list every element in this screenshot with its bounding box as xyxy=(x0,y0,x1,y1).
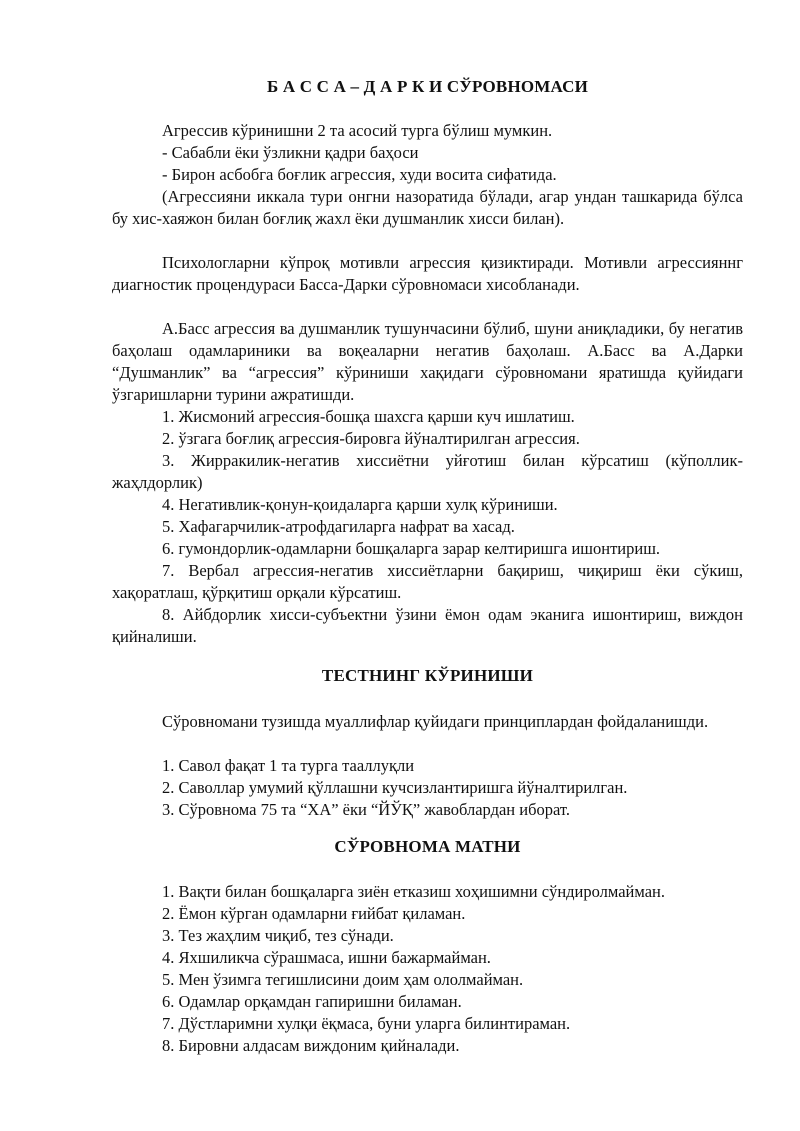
list-item: 3. Жирракилик-негатив хиссиётни уйғотиш билан кўрсатиш (кўполлик-жаҳлдорлик) xyxy=(112,451,743,492)
intro-line: - Сабабли ёки ўзликни қадри баҳоси xyxy=(162,143,419,162)
question-item: 6. Одамлар орқамдан гапиришни биламан. xyxy=(162,992,462,1011)
section-title: ТЕСТНИНГ КЎРИНИШИ xyxy=(321,666,534,685)
paragraph-psychologists: Психологларни кўпроқ мотивли агрессия қизиктиради. Мотивли агрессияннг диагностик процендураси Басса-Дарки сўровномаси хисобланади. xyxy=(112,253,743,294)
question-item: 3. Тез жаҳлим чиқиб, тез сўнади. xyxy=(162,926,394,945)
list-item: 4. Негативлик-қонун-қоидаларга қарши хулқ кўриниши. xyxy=(162,495,558,514)
intro-line: Агрессив кўринишни 2 та асосий турга бўлиш мумкин. xyxy=(162,121,553,140)
question-item: 5. Мен ўзимга тегишлисини доим ҳам ололмайман. xyxy=(162,970,524,989)
question-item: 7. Дўстларимни хулқи ёқмаса, буни уларга билинтираман. xyxy=(162,1014,571,1033)
paragraph-bass: А.Басс агрессия ва душманлик тушунчасини бўлиб, шуни аниқладики, бу негатив баҳолаш одамлариники ва воқеаларни негатив баҳолаш. А.Басс ва А.Дарки “Душманлик” ва “агрессия” кўриниши хақидаги сўровномани яратишда қуйидаги ўзгаришларни турини ажратишди. xyxy=(112,319,743,404)
paragraph-brackets: (Агрессияни иккала тури онгни назоратида бўлади, агар ундан ташкарида бўлса бу хис-хаяжон билан боғлиқ жахл ёки душманлик хисси билан). xyxy=(112,187,743,228)
list-item: 5. Хафагарчилик-атрофдагиларга нафрат ва хасад. xyxy=(162,517,515,536)
list-item: 2. Саволлар умумий қўллашни кучсизлантиришга йўналтирилган. xyxy=(162,778,628,797)
list-item: 6. гумондорлик-одамларни бошқаларга зарар келтиришга ишонтириш. xyxy=(162,539,661,558)
page-title: Б А С С А – Д А Р К И СЎРОВНОМАСИ xyxy=(266,77,589,96)
list-item: 8. Айбдорлик хисси-субъектни ўзини ёмон одам эканига ишонтириш, виждон қийналиши. xyxy=(112,605,743,646)
question-item: 8. Бировни алдасам виждоним қийналади. xyxy=(162,1036,460,1055)
question-item: 1. Вақти билан бошқаларга зиён етказиш хоҳишимни сўндиролмайман. xyxy=(162,882,665,901)
list-item: 7. Вербал агрессия-негатив хиссиётларни бақириш, чиқириш ёки сўкиш, хақоратлаш, қўрқитиш орқали кўрсатиш. xyxy=(112,561,743,602)
list-item: 1. Жисмоний агрессия-бошқа шахсга қарши куч ишлатиш. xyxy=(162,407,575,426)
question-item: 4. Яхшиликча сўрашмаса, ишни бажармайман. xyxy=(162,948,491,967)
section-title: СЎРОВНОМА МАТНИ xyxy=(334,837,521,856)
list-item: 2. ўзгага боғлиқ агрессия-бировга йўналтирилган агрессия. xyxy=(162,429,580,448)
paragraph-principles: Сўровномани тузишда муаллифлар қуйидаги принциплардан фойдаланишди. xyxy=(162,712,709,731)
list-item: 3. Сўровнома 75 та “ХА” ёки “ЙЎҚ” жавоблардан иборат. xyxy=(162,800,570,819)
question-item: 2. Ёмон кўрган одамларни ғийбат қиламан. xyxy=(162,904,466,923)
list-item: 1. Савол фақат 1 та турга тааллуқли xyxy=(162,756,415,775)
intro-line: - Бирон асбобга боғлик агрессия, худи восита сифатида. xyxy=(162,165,557,184)
